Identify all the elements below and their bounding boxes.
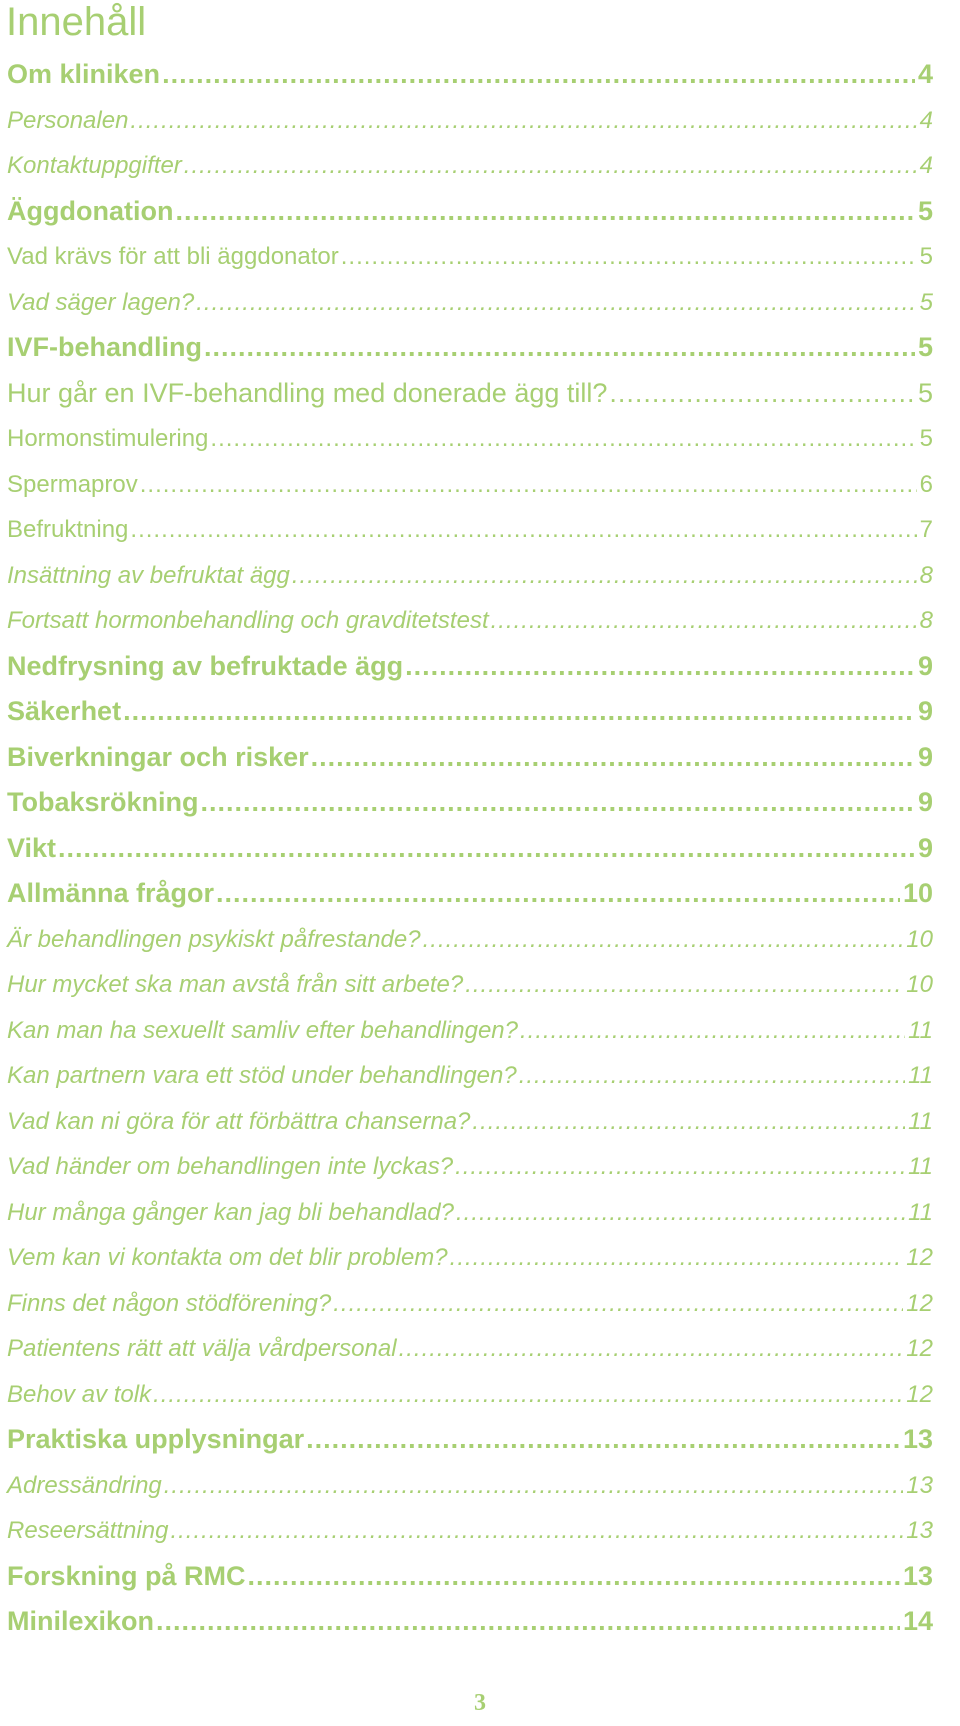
toc-entry-page: 9 (917, 741, 933, 772)
toc-entry-label: Äggdonation (7, 195, 174, 226)
toc-leader (184, 143, 917, 189)
toc-entry-label: Personalen (7, 106, 129, 134)
toc-entry-label: Kontaktuppgifter (7, 152, 182, 179)
toc-entry-label: IVF-behandling (7, 332, 202, 362)
toc-leader (456, 1190, 905, 1236)
toc-leader (491, 598, 917, 644)
toc-entry[interactable] (7, 1417, 933, 1463)
toc-entry-label: Insättning av befruktat ägg (7, 561, 290, 589)
toc-entry-page: 9 (917, 787, 933, 817)
toc-leader (399, 1326, 904, 1372)
toc-title: Innehåll (6, 0, 147, 44)
toc-entry[interactable] (7, 871, 933, 917)
toc-leader (196, 280, 916, 326)
toc-leader (58, 826, 915, 872)
toc-entry-page: 12 (906, 1289, 933, 1317)
toc-entry-page: 11 (908, 1107, 933, 1135)
toc-entry-label: Kan man ha sexuellt samliv efter behandlingen? (7, 1016, 518, 1044)
toc-entry[interactable] (7, 462, 933, 508)
toc-entry-page: 5 (919, 288, 933, 316)
toc-leader (216, 871, 900, 917)
toc-entry-page: 11 (908, 1198, 933, 1226)
toc-entry[interactable] (7, 1190, 933, 1236)
toc-leader (472, 1099, 905, 1145)
toc-entry[interactable] (7, 143, 933, 189)
toc-entry[interactable] (7, 1235, 933, 1281)
toc-leader (210, 416, 916, 462)
toc-entry-label: Vad säger lagen? (7, 288, 195, 316)
toc-leader (450, 1235, 904, 1281)
toc-entry-page: 12 (906, 1380, 933, 1408)
toc-entry-label: Är behandlingen psykiskt påfrestande? (7, 925, 421, 953)
toc-entry-page: 12 (906, 1244, 933, 1271)
toc-entry-page: 7 (919, 516, 933, 543)
toc-leader (306, 1417, 900, 1463)
table-of-contents (7, 52, 933, 1645)
toc-entry[interactable] (7, 917, 933, 963)
toc-entry-label: Biverkningar och risker (7, 741, 309, 772)
toc-entry[interactable] (7, 507, 933, 553)
toc-entry-page: 4 (919, 152, 933, 179)
toc-entry-page: 8 (919, 607, 933, 634)
toc-entry[interactable] (7, 1008, 933, 1054)
toc-entry-page: 5 (919, 243, 933, 270)
toc-entry-page: 10 (902, 878, 933, 908)
toc-entry-label: Spermaprov (7, 470, 138, 498)
toc-entry-label: Nedfrysning av befruktade ägg (7, 650, 404, 681)
toc-entry[interactable] (7, 98, 933, 144)
toc-entry[interactable] (7, 1144, 933, 1190)
toc-entry-label: Vikt (7, 832, 57, 863)
toc-entry[interactable] (7, 1508, 933, 1554)
toc-entry[interactable] (7, 780, 933, 826)
toc-entry-label: Hormonstimulering (7, 425, 209, 452)
toc-entry-page: 6 (919, 470, 933, 498)
toc-leader (311, 735, 915, 781)
toc-entry[interactable] (7, 1372, 933, 1418)
toc-entry[interactable] (7, 735, 933, 781)
toc-entry-label: Vad kan ni göra för att förbättra chanserna? (7, 1107, 471, 1135)
toc-entry-page: 14 (902, 1606, 933, 1636)
toc-leader (201, 780, 915, 826)
toc-entry-page: 13 (902, 1560, 933, 1591)
toc-entry-page: 5 (917, 195, 933, 226)
toc-entry-label: Säkerhet (7, 696, 122, 726)
toc-entry[interactable] (7, 689, 933, 735)
toc-entry[interactable] (7, 1326, 933, 1372)
toc-entry-page: 5 (919, 425, 933, 452)
toc-entry-label: Om kliniken (7, 59, 161, 89)
toc-leader (609, 371, 915, 417)
toc-entry-page: 13 (906, 1517, 933, 1544)
toc-entry-label: Allmänna frågor (7, 878, 215, 908)
toc-leader (333, 1281, 903, 1327)
toc-leader (405, 644, 915, 690)
toc-entry-page: 9 (917, 832, 933, 863)
toc-entry-page: 5 (917, 332, 933, 362)
toc-leader (130, 98, 916, 144)
page-number: 3 (474, 1690, 486, 1716)
toc-leader (162, 52, 915, 98)
toc-leader (248, 1554, 900, 1600)
toc-entry-label: Reseersättning (7, 1517, 169, 1544)
toc-entry-page: 5 (917, 377, 933, 408)
toc-entry[interactable] (7, 598, 933, 644)
toc-entry[interactable] (7, 234, 933, 280)
toc-leader (130, 507, 916, 553)
toc-entry-label: Befruktning (7, 516, 129, 543)
toc-entry-page: 10 (906, 971, 933, 998)
toc-entry[interactable] (7, 1099, 933, 1145)
toc-entry[interactable] (7, 1463, 933, 1509)
toc-entry-label: Hur går en IVF-behandling med donerade ägg till? (7, 377, 608, 408)
toc-leader (170, 1508, 903, 1554)
toc-leader (204, 325, 915, 371)
toc-leader (175, 189, 915, 235)
toc-entry-page: 13 (902, 1424, 933, 1454)
toc-entry-label: Hur många gånger kan jag bli behandlad? (7, 1198, 454, 1226)
toc-leader (465, 962, 903, 1008)
toc-entry-label: Patientens rätt att välja vårdpersonal (7, 1335, 397, 1362)
toc-entry[interactable] (7, 371, 933, 417)
toc-leader (519, 1053, 905, 1099)
toc-entry[interactable] (7, 1053, 933, 1099)
toc-entry-page: 4 (917, 59, 933, 89)
toc-entry-label: Finns det någon stödförening? (7, 1289, 332, 1317)
toc-entry-label: Adressändring (7, 1471, 162, 1499)
toc-entry-label: Praktiska upplysningar (7, 1424, 305, 1454)
toc-entry[interactable] (7, 1281, 933, 1327)
toc-leader (164, 1463, 904, 1509)
toc-entry-label: Vad händer om behandlingen inte lyckas? (7, 1153, 454, 1180)
toc-entry-label: Minilexikon (7, 1606, 155, 1636)
toc-leader (123, 689, 915, 735)
toc-entry[interactable] (7, 962, 933, 1008)
toc-entry[interactable] (7, 325, 933, 371)
toc-entry-page: 4 (919, 106, 933, 134)
toc-entry[interactable] (7, 1599, 933, 1645)
toc-entry[interactable] (7, 280, 933, 326)
toc-entry-page: 11 (908, 1153, 933, 1180)
toc-entry-page: 12 (906, 1335, 933, 1362)
toc-entry[interactable] (7, 416, 933, 462)
toc-entry-label: Fortsatt hormonbehandling och gravditetstest (7, 607, 489, 634)
toc-leader (341, 234, 917, 280)
toc-leader (455, 1144, 905, 1190)
toc-leader (423, 917, 904, 963)
toc-entry[interactable] (7, 1554, 933, 1600)
toc-entry-page: 9 (917, 696, 933, 726)
toc-entry[interactable] (7, 189, 933, 235)
toc-leader (520, 1008, 905, 1054)
toc-leader (156, 1599, 900, 1645)
toc-entry[interactable] (7, 553, 933, 599)
toc-entry[interactable] (7, 644, 933, 690)
toc-entry-label: Hur mycket ska man avstå från sitt arbete? (7, 971, 464, 998)
toc-entry-page: 11 (908, 1062, 933, 1089)
toc-entry-page: 10 (906, 925, 933, 953)
toc-entry-label: Kan partnern vara ett stöd under behandlingen? (7, 1062, 517, 1089)
toc-entry-label: Forskning på RMC (7, 1560, 246, 1591)
toc-entry-label: Behov av tolk (7, 1380, 152, 1408)
toc-entry-page: 8 (919, 561, 933, 589)
toc-entry-label: Vem kan vi kontakta om det blir problem? (7, 1244, 448, 1271)
toc-entry-page: 13 (906, 1471, 933, 1499)
toc-entry-page: 9 (917, 650, 933, 681)
toc-leader (140, 462, 917, 508)
toc-entry-label: Vad krävs för att bli äggdonator (7, 243, 339, 270)
toc-entry[interactable] (7, 52, 933, 98)
toc-entry-page: 11 (908, 1016, 933, 1044)
toc-entry[interactable] (7, 826, 933, 872)
toc-leader (292, 553, 917, 599)
toc-leader (153, 1372, 903, 1418)
toc-entry-label: Tobaksrökning (7, 787, 199, 817)
